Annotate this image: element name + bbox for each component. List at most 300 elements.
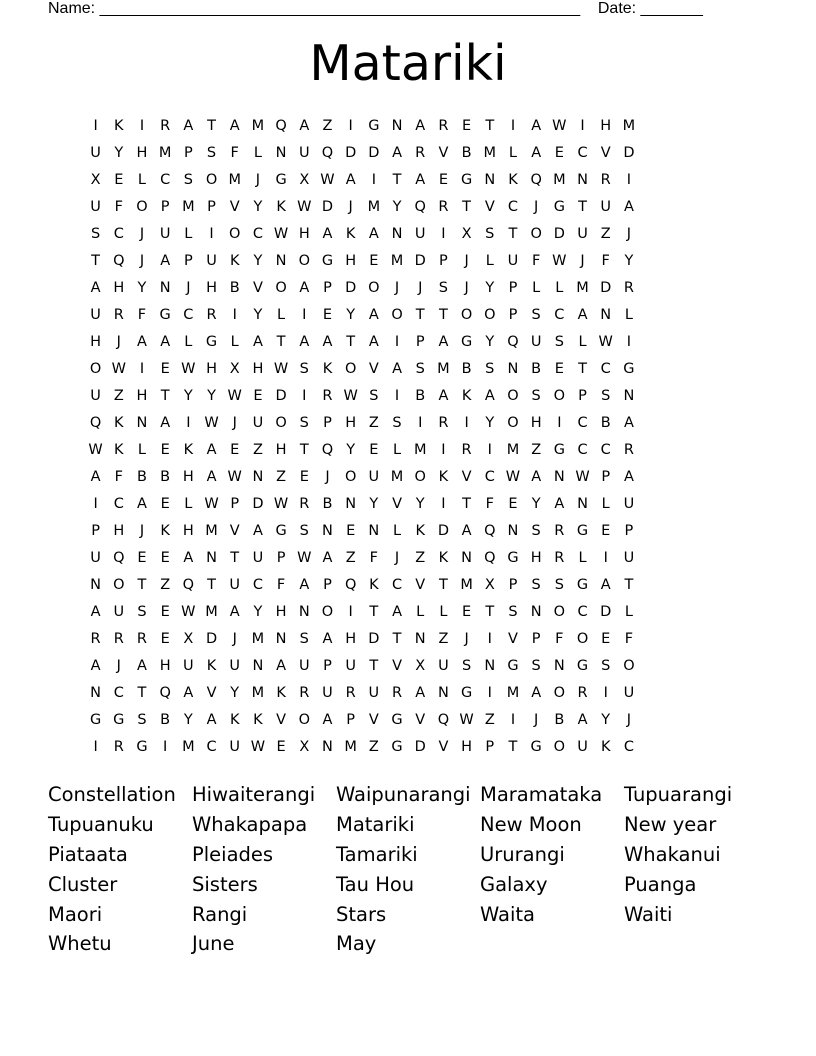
grid-letter: U: [229, 657, 241, 674]
grid-letter: S: [90, 225, 101, 242]
grid-letter: F: [555, 630, 564, 647]
grid-letter: H: [206, 360, 217, 377]
grid-letter: C: [507, 198, 519, 215]
grid-letter: F: [276, 576, 286, 593]
grid-letter: N: [275, 630, 287, 647]
grid-letter: N: [577, 171, 588, 188]
grid-letter: G: [507, 657, 519, 674]
grid-letter: F: [601, 252, 610, 269]
grid-letter: R: [136, 630, 147, 647]
grid-letter: X: [484, 576, 495, 593]
grid-letter: Q: [344, 576, 357, 593]
grid-letter: I: [510, 117, 516, 134]
grid-letter: D: [623, 144, 635, 161]
word-bank-item: Constellation: [48, 783, 176, 807]
grid-letter: N: [507, 360, 519, 377]
grid-letter: I: [186, 414, 191, 431]
grid-letter: R: [391, 684, 403, 701]
grid-letter: W: [320, 171, 335, 188]
grid-letter: G: [576, 522, 589, 539]
grid-letter: Y: [207, 387, 216, 404]
grid-letter: U: [252, 414, 264, 431]
grid-letter: A: [90, 468, 101, 485]
grid-letter: I: [394, 387, 400, 404]
word-bank-item: Ururangi: [480, 842, 565, 866]
word-bank-row: [48, 780, 768, 810]
grid-letter: L: [137, 171, 147, 188]
grid-letter: N: [322, 522, 333, 539]
grid-letter: D: [345, 144, 357, 161]
grid-letter: Z: [252, 441, 263, 458]
grid-letter: A: [415, 117, 426, 134]
grid-letter: T: [207, 576, 216, 593]
grid-letter: L: [485, 252, 494, 269]
grid-letter: E: [462, 603, 472, 620]
grid-letter: D: [368, 630, 380, 647]
word-bank-item: Piataata: [48, 842, 128, 866]
word-bank-item: Tupuarangi: [624, 783, 733, 807]
grid-letter: A: [345, 171, 356, 188]
grid-letter: W: [552, 117, 567, 134]
grid-letter: A: [531, 468, 542, 485]
grid-letter: S: [554, 333, 564, 350]
grid-letter: T: [369, 603, 379, 620]
grid-letter: Z: [276, 468, 287, 485]
grid-letter: L: [578, 333, 587, 350]
word-bank-item: June: [192, 932, 235, 956]
word-bank-item: May: [336, 932, 377, 956]
grid-letter: T: [415, 306, 425, 323]
grid-letter: P: [578, 387, 587, 404]
grid-letter: N: [159, 279, 171, 296]
grid-letter: E: [369, 252, 379, 269]
word-bank-item: Tamariki: [336, 842, 418, 866]
grid-letter: U: [345, 657, 356, 674]
word-bank-item: Whakanui: [624, 842, 721, 866]
grid-letter: L: [624, 603, 633, 620]
grid-letter: U: [90, 306, 101, 323]
grid-letter: V: [600, 144, 611, 161]
grid-letter: N: [298, 603, 310, 620]
grid-letter: R: [160, 117, 171, 134]
grid-letter: J: [534, 711, 539, 728]
grid-letter: T: [91, 252, 101, 269]
grid-letter: C: [577, 414, 588, 431]
grid-letter: R: [438, 198, 449, 215]
grid-letter: Y: [485, 414, 495, 431]
grid-letter: A: [484, 387, 495, 404]
grid-letter: A: [252, 333, 263, 350]
grid-letter: K: [160, 522, 170, 539]
grid-letter: Q: [275, 117, 287, 134]
grid-letter: R: [299, 495, 310, 512]
grid-letter: K: [276, 684, 286, 701]
grid-row: [84, 706, 732, 733]
grid-letter: A: [322, 549, 333, 566]
grid-letter: M: [506, 684, 520, 701]
grid-letter: M: [506, 441, 520, 458]
grid-letter: U: [577, 738, 588, 755]
grid-letter: H: [252, 360, 264, 377]
grid-letter: V: [368, 711, 379, 728]
grid-letter: T: [438, 306, 448, 323]
grid-letter: K: [438, 468, 449, 485]
grid-letter: I: [557, 414, 562, 431]
grid-letter: H: [136, 144, 148, 161]
grid-letter: H: [530, 414, 542, 431]
grid-letter: I: [418, 414, 423, 431]
grid-letter: A: [415, 684, 426, 701]
grid-letter: T: [508, 738, 518, 755]
grid-letter: I: [163, 738, 168, 755]
grid-letter: P: [508, 306, 518, 323]
grid-letter: I: [626, 333, 632, 350]
grid-letter: Y: [183, 387, 193, 404]
grid-letter: E: [601, 522, 611, 539]
grid-letter: Y: [183, 711, 193, 728]
grid-letter: Y: [230, 684, 240, 701]
word-bank-item: Maori: [48, 902, 103, 926]
grid-letter: M: [251, 117, 265, 134]
grid-row: [84, 301, 732, 328]
grid-letter: P: [207, 198, 216, 215]
grid-letter: Q: [321, 441, 334, 458]
grid-letter: P: [183, 144, 193, 161]
word-bank-item: Pleiades: [192, 842, 274, 866]
grid-letter: O: [368, 279, 380, 296]
grid-letter: U: [600, 198, 612, 215]
grid-letter: C: [623, 738, 634, 755]
grid-letter: K: [345, 225, 356, 242]
grid-letter: J: [348, 198, 353, 215]
word-bank-item: Cluster: [48, 872, 118, 896]
grid-letter: N: [600, 306, 612, 323]
grid-letter: A: [438, 333, 449, 350]
grid-letter: C: [577, 144, 588, 161]
grid-letter: V: [392, 495, 402, 512]
grid-letter: O: [275, 414, 287, 431]
grid-letter: Z: [484, 711, 495, 728]
grid-letter: I: [139, 360, 145, 377]
grid-letter: D: [368, 144, 380, 161]
grid-letter: Y: [253, 603, 263, 620]
grid-letter: J: [464, 630, 469, 647]
grid-letter: M: [390, 468, 404, 485]
grid-letter: G: [576, 576, 589, 593]
grid-letter: S: [438, 279, 449, 296]
grid-letter: T: [485, 603, 495, 620]
grid-letter: Q: [113, 549, 125, 566]
word-bank-item: Sisters: [192, 872, 258, 896]
grid-letter: T: [392, 630, 402, 647]
grid-letter: W: [552, 252, 567, 269]
grid-letter: D: [345, 279, 357, 296]
grid-letter: Y: [137, 279, 147, 296]
grid-letter: O: [275, 279, 287, 296]
grid-letter: E: [554, 360, 564, 377]
grid-letter: T: [508, 225, 518, 242]
grid-letter: L: [439, 603, 448, 620]
grid-letter: C: [206, 738, 217, 755]
grid-letter: A: [368, 333, 379, 350]
grid-letter: I: [626, 171, 632, 188]
grid-letter: D: [252, 495, 264, 512]
grid-letter: J: [534, 198, 539, 215]
grid-letter: W: [111, 360, 126, 377]
grid-letter: W: [459, 711, 474, 728]
grid-letter: O: [553, 387, 566, 404]
grid-letter: I: [464, 414, 469, 431]
grid-letter: R: [438, 117, 449, 134]
grid-letter: A: [438, 387, 449, 404]
grid-letter: I: [348, 117, 353, 134]
grid-letter: Z: [345, 549, 356, 566]
word-bank-item: New year: [624, 813, 717, 837]
grid-letter: G: [623, 360, 635, 377]
grid-letter: M: [460, 576, 473, 593]
grid-row: [84, 220, 732, 247]
grid-letter: A: [623, 468, 634, 485]
grid-letter: C: [600, 360, 611, 377]
grid-letter: Z: [531, 441, 542, 458]
grid-letter: G: [275, 522, 287, 539]
grid-letter: E: [160, 495, 170, 512]
grid-row: [84, 355, 732, 382]
grid-letter: Y: [485, 279, 495, 296]
grid-letter: B: [461, 144, 472, 161]
grid-letter: R: [554, 549, 565, 566]
grid-letter: K: [229, 711, 240, 728]
grid-letter: U: [438, 657, 449, 674]
grid-letter: Z: [160, 576, 171, 593]
grid-letter: O: [344, 360, 357, 377]
grid-letter: Q: [89, 414, 102, 431]
grid-letter: P: [323, 657, 332, 674]
grid-letter: Y: [601, 711, 611, 728]
grid-letter: R: [415, 144, 426, 161]
grid-letter: L: [253, 144, 262, 161]
grid-letter: I: [580, 117, 585, 134]
grid-letter: A: [90, 603, 101, 620]
grid-letter: W: [88, 441, 103, 458]
grid-letter: A: [623, 414, 634, 431]
grid-letter: V: [508, 630, 518, 647]
grid-letter: L: [392, 441, 402, 458]
word-bank-item: Waita: [480, 902, 535, 926]
grid-letter: J: [418, 279, 423, 296]
grid-letter: S: [183, 171, 193, 188]
word-bank-item: Tupuanuku: [48, 813, 154, 837]
grid-letter: A: [299, 576, 310, 593]
word-bank-item: Matariki: [336, 813, 415, 837]
grid-letter: A: [276, 657, 287, 674]
grid-letter: O: [576, 630, 589, 647]
grid-letter: P: [91, 522, 100, 539]
grid-letter: R: [461, 441, 472, 458]
grid-letter: I: [302, 306, 307, 323]
grid-letter: J: [325, 468, 330, 485]
grid-letter: G: [460, 333, 473, 350]
word-bank-row: [48, 869, 768, 899]
grid-letter: E: [554, 144, 564, 161]
grid-letter: A: [322, 333, 333, 350]
grid-letter: S: [554, 576, 564, 593]
grid-letter: I: [441, 495, 446, 512]
grid-letter: O: [414, 468, 426, 485]
grid-letter: H: [159, 657, 171, 674]
grid-letter: J: [464, 279, 469, 296]
grid-row: [84, 274, 732, 301]
grid-letter: Z: [322, 117, 333, 134]
grid-letter: D: [553, 225, 565, 242]
grid-letter: A: [531, 144, 542, 161]
grid-letter: G: [530, 738, 542, 755]
grid-letter: K: [276, 198, 286, 215]
grid-letter: M: [228, 171, 241, 188]
grid-letter: W: [204, 414, 219, 431]
grid-letter: O: [298, 711, 310, 728]
grid-letter: Y: [346, 306, 356, 323]
grid-letter: X: [90, 171, 101, 188]
grid-letter: R: [206, 306, 217, 323]
grid-letter: H: [275, 603, 287, 620]
grid-letter: R: [438, 414, 449, 431]
word-bank-item: Galaxy: [480, 872, 548, 896]
grid-letter: P: [531, 630, 541, 647]
word-bank-item: Tau Hou: [336, 872, 415, 896]
grid-letter: S: [531, 306, 541, 323]
grid-letter: O: [113, 576, 125, 593]
grid-letter: S: [206, 144, 217, 161]
grid-letter: A: [160, 333, 171, 350]
grid-letter: H: [345, 630, 357, 647]
grid-letter: Y: [253, 306, 263, 323]
grid-letter: P: [323, 414, 332, 431]
grid-letter: S: [299, 630, 309, 647]
word-bank-item: Waipunarangi: [336, 783, 471, 807]
grid-letter: I: [93, 738, 98, 755]
grid-letter: P: [624, 522, 634, 539]
grid-letter: A: [183, 117, 194, 134]
grid-letter: M: [344, 738, 357, 755]
grid-letter: T: [438, 576, 448, 593]
word-bank-item: Puanga: [624, 872, 697, 896]
grid-letter: F: [485, 495, 494, 512]
grid-letter: V: [415, 576, 426, 593]
word-bank-row: [48, 899, 768, 929]
grid-letter: A: [368, 306, 379, 323]
grid-letter: Y: [253, 198, 263, 215]
word-bank-item: Whakapapa: [192, 813, 308, 837]
grid-letter: M: [622, 117, 636, 134]
grid-letter: W: [181, 603, 196, 620]
grid-letter: G: [205, 333, 218, 350]
grid-letter: Z: [438, 630, 449, 647]
word-bank: [48, 780, 768, 959]
grid-letter: O: [460, 306, 473, 323]
grid-letter: G: [576, 657, 589, 674]
grid-letter: N: [252, 468, 264, 485]
grid-letter: M: [483, 144, 497, 161]
grid-letter: B: [531, 360, 542, 377]
grid-row: [84, 436, 732, 463]
grid-letter: K: [114, 441, 124, 458]
grid-letter: B: [600, 414, 611, 431]
grid-letter: R: [623, 279, 634, 296]
grid-letter: A: [299, 279, 310, 296]
grid-letter: D: [437, 522, 449, 539]
grid-letter: N: [136, 414, 148, 431]
grid-letter: C: [160, 171, 171, 188]
grid-letter: E: [230, 441, 240, 458]
grid-letter: S: [299, 414, 309, 431]
grid-letter: K: [461, 387, 472, 404]
grid-letter: V: [252, 279, 263, 296]
grid-letter: N: [275, 252, 287, 269]
grid-letter: K: [114, 414, 124, 431]
grid-letter: J: [116, 657, 121, 674]
grid-letter: F: [369, 549, 379, 566]
grid-row: [84, 571, 732, 598]
grid-letter: J: [464, 252, 469, 269]
grid-letter: I: [487, 441, 492, 458]
grid-letter: U: [298, 657, 310, 674]
grid-letter: E: [160, 549, 170, 566]
grid-letter: E: [438, 171, 448, 188]
grid-letter: A: [183, 684, 194, 701]
grid-letter: A: [392, 603, 402, 620]
grid-letter: W: [273, 360, 289, 377]
grid-letter: C: [577, 441, 588, 458]
grid-row: [84, 139, 732, 166]
grid-letter: A: [229, 117, 240, 134]
grid-letter: X: [299, 171, 310, 188]
grid-letter: B: [160, 468, 171, 485]
grid-letter: M: [251, 630, 265, 647]
grid-letter: A: [90, 279, 101, 296]
grid-letter: P: [439, 252, 448, 269]
grid-letter: A: [531, 117, 542, 134]
grid-letter: E: [369, 441, 379, 458]
grid-letter: L: [532, 279, 541, 296]
grid-letter: D: [205, 630, 218, 647]
grid-letter: I: [487, 684, 492, 701]
grid-row: [84, 382, 732, 409]
grid-letter: U: [368, 468, 380, 485]
grid-letter: O: [89, 360, 102, 377]
grid-letter: I: [348, 603, 353, 620]
grid-letter: G: [113, 711, 125, 728]
grid-letter: E: [322, 306, 333, 323]
grid-letter: J: [580, 252, 585, 269]
grid-letter: P: [415, 333, 425, 350]
grid-letter: N: [368, 522, 380, 539]
grid-letter: A: [322, 630, 333, 647]
grid-letter: Y: [369, 495, 379, 512]
grid-letter: H: [136, 387, 148, 404]
grid-letter: O: [391, 306, 403, 323]
grid-letter: R: [623, 441, 634, 458]
grid-letter: I: [209, 225, 214, 242]
grid-letter: B: [229, 279, 240, 296]
grid-letter: I: [510, 711, 516, 728]
grid-letter: B: [554, 711, 565, 728]
grid-letter: C: [391, 576, 403, 593]
grid-letter: S: [531, 387, 541, 404]
grid-letter: A: [392, 360, 402, 377]
grid-letter: B: [160, 711, 171, 728]
grid-letter: M: [367, 198, 381, 215]
